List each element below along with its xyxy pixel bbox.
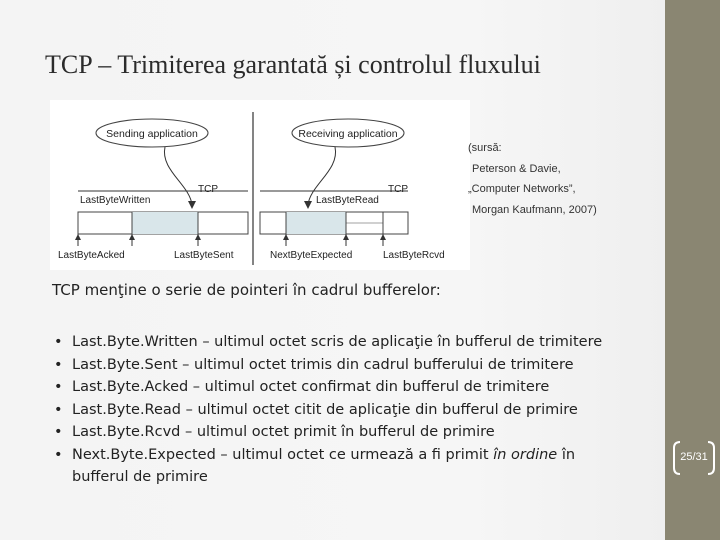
list-item-text: Last.Byte.Read – ultimul octet citit de aplicaţie din bufferul de primire [72, 401, 578, 418]
page-number: 25/31 [680, 451, 708, 463]
last-byte-written-label: LastByteWritten [80, 195, 151, 206]
list-item [52, 354, 652, 377]
last-byte-sent-label: LastByteSent [174, 250, 234, 261]
pointer-list [52, 331, 652, 489]
in-order-emphasis: în ordine [493, 446, 558, 463]
list-item-text: Last.Byte.Written – ultimul octet scris de aplicaţie în bufferul de trimitere [72, 334, 603, 350]
list-item [52, 331, 652, 354]
list-item [52, 444, 652, 489]
tcp-label-right: TCP [388, 184, 408, 195]
next-byte-expected-label: NextByteExpected [270, 250, 353, 261]
sending-application-label: Sending application [106, 128, 198, 140]
tcp-label-left: TCP [198, 184, 218, 195]
source-note-line: (sursă: [468, 142, 502, 154]
list-item-text: Last.Byte.Acked – ultimul octet confirmat din bufferul de trimitere [72, 379, 550, 395]
slide-title: TCP – Trimiterea garantată și controlul fluxului [45, 50, 541, 79]
list-item-text: Last.Byte.Sent – ultimul octet trimis din cadrul bufferului de trimitere [72, 356, 574, 373]
list-item [52, 376, 652, 399]
source-note [468, 138, 658, 220]
receiving-buffer-filled [286, 212, 346, 234]
last-byte-rcvd-label: LastByteRcvd [383, 250, 445, 261]
source-note-line: Peterson & Davie, [472, 162, 561, 175]
list-item [52, 421, 652, 444]
last-byte-acked-label: LastByteAcked [58, 250, 125, 261]
source-note-line: Morgan Kaufmann, 2007) [472, 203, 597, 216]
tcp-buffer-diagram [50, 100, 470, 270]
source-note-line: „Computer Networks”, [468, 183, 576, 195]
list-item-text: bufferul de primire [72, 469, 208, 485]
intro-text: TCP menţine o serie de pointeri în cadrul bufferelor: [52, 281, 441, 299]
bullet-icon: • [54, 356, 63, 373]
page-number-badge [672, 440, 720, 476]
list-item [52, 399, 652, 422]
list-item-text: în [557, 446, 576, 463]
bullet-icon: • [54, 379, 63, 395]
sending-buffer-filled [132, 212, 198, 234]
receiving-application-label: Receiving application [298, 128, 398, 140]
bullet-icon: • [54, 446, 63, 463]
last-byte-read-label: LastByteRead [316, 195, 379, 206]
bullet-icon: • [54, 401, 63, 418]
bullet-icon: • [54, 424, 63, 440]
list-item-text: Next.Byte.Expected – ultimul octet ce urmează a fi primit [72, 446, 494, 463]
bullet-icon: • [54, 334, 63, 350]
list-item-text: Last.Byte.Rcvd – ultimul octet primit în bufferul de primire [72, 424, 495, 440]
